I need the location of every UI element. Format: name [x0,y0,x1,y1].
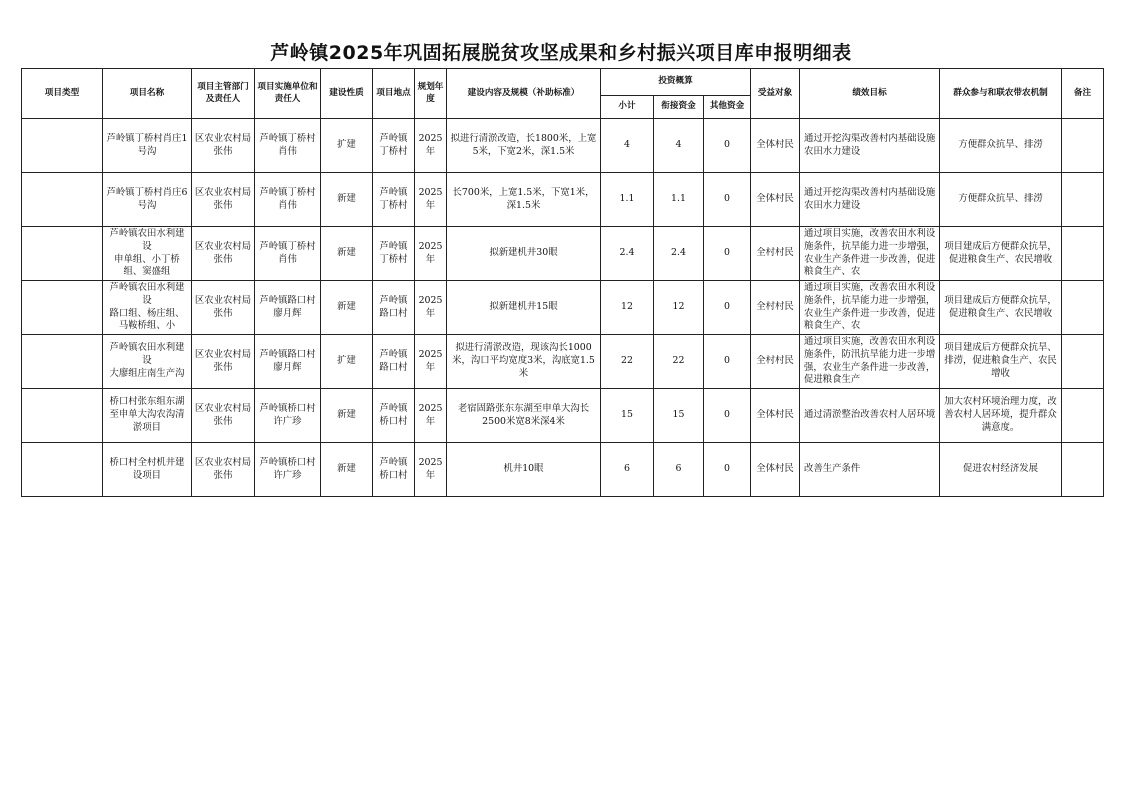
cell-dept [192,443,255,497]
cell-content [447,227,601,281]
cell-year [415,119,447,173]
cell-mechanism-text: 项目建成后方便群众抗旱、排涝，促进粮食生产、农民增收 [944,342,1057,379]
cell-content-text: 机井10眼 [503,463,544,475]
cell-mechanism [940,119,1062,173]
cell-other [704,173,751,227]
cell-nature [321,443,373,497]
cell-location-text: 芦岭镇路口村 [379,294,408,319]
header-unit: 项目实施单位和责任人 [255,69,321,119]
cell-linked-text: 1.1 [671,193,686,205]
cell-year [415,281,447,335]
cell-subtotal [601,227,654,281]
cell-subtotal-text: 2.4 [619,247,635,259]
cell-linked [654,227,704,281]
header-dept: 项目主管部门及责任人 [192,69,255,119]
cell-beneficiary [751,173,800,227]
cell-remark [1062,227,1104,281]
cell-name [103,227,192,281]
cell-dept-text: 区农业农村局张伟 [194,294,252,319]
cell-remark [1062,335,1104,389]
cell-linked-text: 6 [675,463,682,475]
cell-dept [192,281,255,335]
header-mechanism: 群众参与和联农带农机制 [940,69,1062,119]
table-row [22,173,1104,227]
cell-nature [321,281,373,335]
cell-content [447,335,601,389]
cell-nature [321,173,373,227]
header-beneficiary: 受益对象 [751,69,800,119]
cell-goal [800,335,940,389]
cell-name [103,281,192,335]
cell-type [22,227,103,281]
header-subtotal: 小计 [601,96,654,119]
cell-name-text: 芦岭镇农田水利建设 路口组、杨庄组、马鞍桥组、小 [109,282,185,332]
cell-other [704,227,751,281]
cell-dept-text: 区农业农村局张伟 [194,186,252,211]
cell-location [373,443,415,497]
cell-subtotal [601,389,654,443]
cell-linked [654,443,704,497]
cell-unit [255,443,321,497]
table-body [22,119,1104,497]
cell-location-text: 芦岭镇桥口村 [379,402,408,427]
cell-location [373,119,415,173]
cell-year [415,227,447,281]
cell-goal-text: 通过项目实施，改善农田水利设施条件，防汛抗旱能力进一步增强，农业生产条件进一步改善，促进粮食生产 [804,336,936,386]
cell-goal-text: 改善生产条件 [804,463,861,475]
table-row [22,119,1104,173]
cell-linked [654,173,704,227]
cell-unit-text: 芦岭镇桥口村许广珍 [259,402,316,427]
cell-subtotal-text: 1.1 [619,193,635,205]
cell-remark [1062,173,1104,227]
cell-name-text: 芦岭镇农田水利建设 申单组、小丁桥组、窦盛组 [109,228,185,278]
header-linked: 衔接资金 [654,96,704,119]
cell-other-text: 0 [724,355,730,367]
cell-name [103,119,192,173]
cell-goal-text: 通过开挖沟渠改善村内基础设施农田水力建设 [804,186,936,211]
cell-mechanism-text: 方便群众抗旱、排涝 [958,193,1043,205]
page-title: 芦岭镇2025年巩固拓展脱贫攻坚成果和乡村振兴项目库申报明细表 [270,42,852,64]
cell-year [415,389,447,443]
cell-beneficiary-text: 全体村民 [756,193,794,205]
cell-name-text: 桥口村张东组东湖至申单大沟农沟清淤项目 [109,396,185,433]
cell-mechanism [940,443,1062,497]
table-row [22,227,1104,281]
cell-unit-text: 芦岭镇桥口村许广珍 [259,456,316,481]
cell-location-text: 芦岭镇桥口村 [379,456,408,481]
cell-beneficiary-text: 全体村民 [756,463,794,475]
cell-subtotal [601,281,654,335]
cell-year-text: 2025年 [418,132,443,157]
cell-location [373,389,415,443]
cell-nature-text: 新建 [337,247,356,259]
cell-dept [192,227,255,281]
cell-beneficiary [751,281,800,335]
cell-location [373,173,415,227]
cell-unit [255,119,321,173]
project-table [21,68,1104,497]
header-goal: 绩效目标 [800,69,940,119]
cell-goal [800,173,940,227]
cell-name [103,389,192,443]
cell-beneficiary-text: 全体村民 [756,139,794,151]
cell-beneficiary [751,389,800,443]
cell-goal [800,227,940,281]
cell-location-text: 芦岭镇丁桥村 [379,186,408,211]
cell-goal [800,443,940,497]
cell-unit [255,389,321,443]
cell-content [447,173,601,227]
cell-year-text: 2025年 [418,294,443,319]
cell-nature-text: 新建 [337,463,356,475]
table-row [22,443,1104,497]
cell-dept-text: 区农业农村局张伟 [194,348,252,373]
cell-year-text: 2025年 [418,348,443,373]
cell-unit-text: 芦岭镇丁桥村 肖伟 [259,186,316,211]
cell-subtotal [601,335,654,389]
cell-name-text: 桥口村全村机井建设项目 [109,456,185,481]
cell-content-text: 拟进行清淤改造，现该沟长1000米，沟口平均宽度3米，沟底宽1.5米 [452,342,595,379]
cell-subtotal-text: 12 [621,301,633,313]
cell-subtotal-text: 15 [621,409,633,421]
cell-other-text: 0 [724,301,730,313]
cell-year [415,173,447,227]
cell-dept [192,173,255,227]
cell-dept-text: 区农业农村局张伟 [194,402,252,427]
cell-unit-text: 芦岭镇路口村 廖月辉 [259,294,316,319]
cell-remark [1062,119,1104,173]
cell-linked-text: 22 [672,355,685,367]
cell-subtotal [601,443,654,497]
cell-subtotal-text: 4 [624,139,630,151]
cell-other-text: 0 [724,409,730,421]
cell-dept [192,119,255,173]
cell-mechanism [940,389,1062,443]
cell-type [22,389,103,443]
header-row [22,69,1104,96]
cell-location-text: 芦岭镇路口村 [379,348,408,373]
cell-goal [800,389,940,443]
cell-beneficiary-text: 全体村民 [756,409,794,421]
cell-location-text: 芦岭镇丁桥村 [379,240,408,265]
cell-linked [654,281,704,335]
cell-goal [800,119,940,173]
cell-dept [192,389,255,443]
cell-beneficiary-text: 全村村民 [756,247,794,259]
cell-year [415,443,447,497]
cell-mechanism [940,335,1062,389]
cell-other-text: 0 [724,193,730,205]
cell-other-text: 0 [724,139,730,151]
cell-linked [654,335,704,389]
cell-dept-text: 区农业农村局张伟 [194,456,252,481]
cell-linked [654,119,704,173]
cell-linked-text: 4 [675,139,682,151]
header-year: 规划年度 [415,69,447,119]
cell-content [447,443,601,497]
cell-other [704,335,751,389]
header-nature: 建设性质 [321,69,373,119]
cell-dept-text: 区农业农村局张伟 [194,132,252,157]
cell-beneficiary [751,443,800,497]
cell-nature-text: 新建 [337,301,356,313]
cell-nature [321,389,373,443]
cell-mechanism-text: 促进农村经济发展 [963,463,1039,475]
cell-content [447,389,601,443]
cell-unit-text: 芦岭镇丁桥村 肖伟 [259,240,316,265]
cell-goal-text: 通过开挖沟渠改善村内基础设施农田水力建设 [804,132,936,157]
cell-remark [1062,443,1104,497]
cell-location [373,281,415,335]
cell-subtotal-text: 22 [621,355,633,367]
cell-type [22,281,103,335]
cell-name [103,335,192,389]
cell-nature-text: 扩建 [337,139,356,151]
cell-type [22,443,103,497]
cell-content-text: 拟新建机井30眼 [489,247,558,259]
cell-unit [255,173,321,227]
cell-location [373,335,415,389]
cell-name [103,173,192,227]
table-row [22,335,1104,389]
cell-type [22,335,103,389]
cell-mechanism-text: 方便群众抗旱、排涝 [958,139,1043,151]
cell-mechanism-text: 项目建成后方便群众抗旱，促进粮食生产、农民增收 [944,294,1057,319]
cell-nature [321,335,373,389]
cell-dept [192,335,255,389]
cell-mechanism [940,173,1062,227]
cell-beneficiary [751,119,800,173]
header-other: 其他资金 [704,96,751,119]
cell-mechanism-text: 加大农村环境治理力度，改善农村人居环境，提升群众满意度。 [944,396,1057,433]
cell-year-text: 2025年 [418,456,443,481]
cell-content-text: 老宿固路张东东湖至申单大沟长2500米宽8米深4米 [457,402,590,427]
cell-other [704,281,751,335]
cell-mechanism-text: 项目建成后方便群众抗旱，促进粮食生产、农民增收 [944,240,1057,265]
cell-goal-text: 通过项目实施，改善农田水利设施条件，抗旱能力进一步增强，农业生产条件进一步改善，促进粮食生产、农 [804,228,936,278]
cell-content [447,119,601,173]
cell-year-text: 2025年 [418,240,443,265]
header-content: 建设内容及规模（补助标准） [447,69,601,119]
cell-location [373,227,415,281]
cell-nature [321,119,373,173]
cell-nature-text: 新建 [337,193,356,205]
cell-other [704,119,751,173]
cell-type [22,173,103,227]
cell-beneficiary [751,227,800,281]
cell-type [22,119,103,173]
cell-beneficiary-text: 全村村民 [756,301,794,313]
header-remark: 备注 [1062,69,1104,119]
cell-subtotal [601,173,654,227]
cell-name-text: 芦岭镇农田水利建设 大廖组庄南生产沟 [109,342,185,379]
cell-unit [255,227,321,281]
cell-mechanism [940,281,1062,335]
cell-goal-text: 通过项目实施，改善农田水利设施条件，抗旱能力进一步增强，农业生产条件进一步改善，促进粮食生产、农 [804,282,936,332]
cell-unit [255,281,321,335]
header-type: 项目类型 [22,69,103,119]
cell-nature-text: 新建 [337,409,356,421]
cell-nature [321,227,373,281]
cell-nature-text: 扩建 [337,355,356,367]
cell-beneficiary [751,335,800,389]
cell-other-text: 0 [724,247,730,259]
cell-name-text: 芦岭镇丁桥村肖庄1号沟 [106,132,188,157]
table-row [22,389,1104,443]
cell-name-text: 芦岭镇丁桥村肖庄6号沟 [106,186,188,211]
cell-goal-text: 通过清淤整治改善农村人居环境 [804,409,936,421]
cell-beneficiary-text: 全村村民 [756,355,794,367]
cell-linked-text: 12 [672,301,685,313]
cell-subtotal-text: 6 [624,463,630,475]
header-name: 项目名称 [103,69,192,119]
cell-unit-text: 芦岭镇丁桥村 肖伟 [259,132,316,157]
cell-subtotal [601,119,654,173]
cell-unit [255,335,321,389]
cell-content-text: 拟新建机井15眼 [489,301,558,313]
cell-linked [654,389,704,443]
cell-remark [1062,281,1104,335]
cell-remark [1062,389,1104,443]
header-location: 项目地点 [373,69,415,119]
table-row [22,281,1104,335]
cell-name [103,443,192,497]
header-invest: 投资概算 [601,69,751,96]
cell-content-text: 拟进行清淤改造，长1800米，上宽5米，下宽2米，深1.5米 [450,132,597,157]
cell-mechanism [940,227,1062,281]
cell-linked-text: 15 [672,409,685,421]
cell-linked-text: 2.4 [671,247,686,259]
cell-other [704,389,751,443]
cell-content-text: 长700米，上宽1.5米，下宽1米，深1.5米 [452,186,595,211]
cell-unit-text: 芦岭镇路口村 廖月辉 [259,348,316,373]
cell-location-text: 芦岭镇丁桥村 [379,132,408,157]
cell-other-text: 0 [724,463,730,475]
cell-other [704,443,751,497]
cell-year-text: 2025年 [418,186,443,211]
cell-goal [800,281,940,335]
cell-dept-text: 区农业农村局张伟 [194,240,252,265]
cell-year-text: 2025年 [418,402,443,427]
cell-content [447,281,601,335]
cell-year [415,335,447,389]
